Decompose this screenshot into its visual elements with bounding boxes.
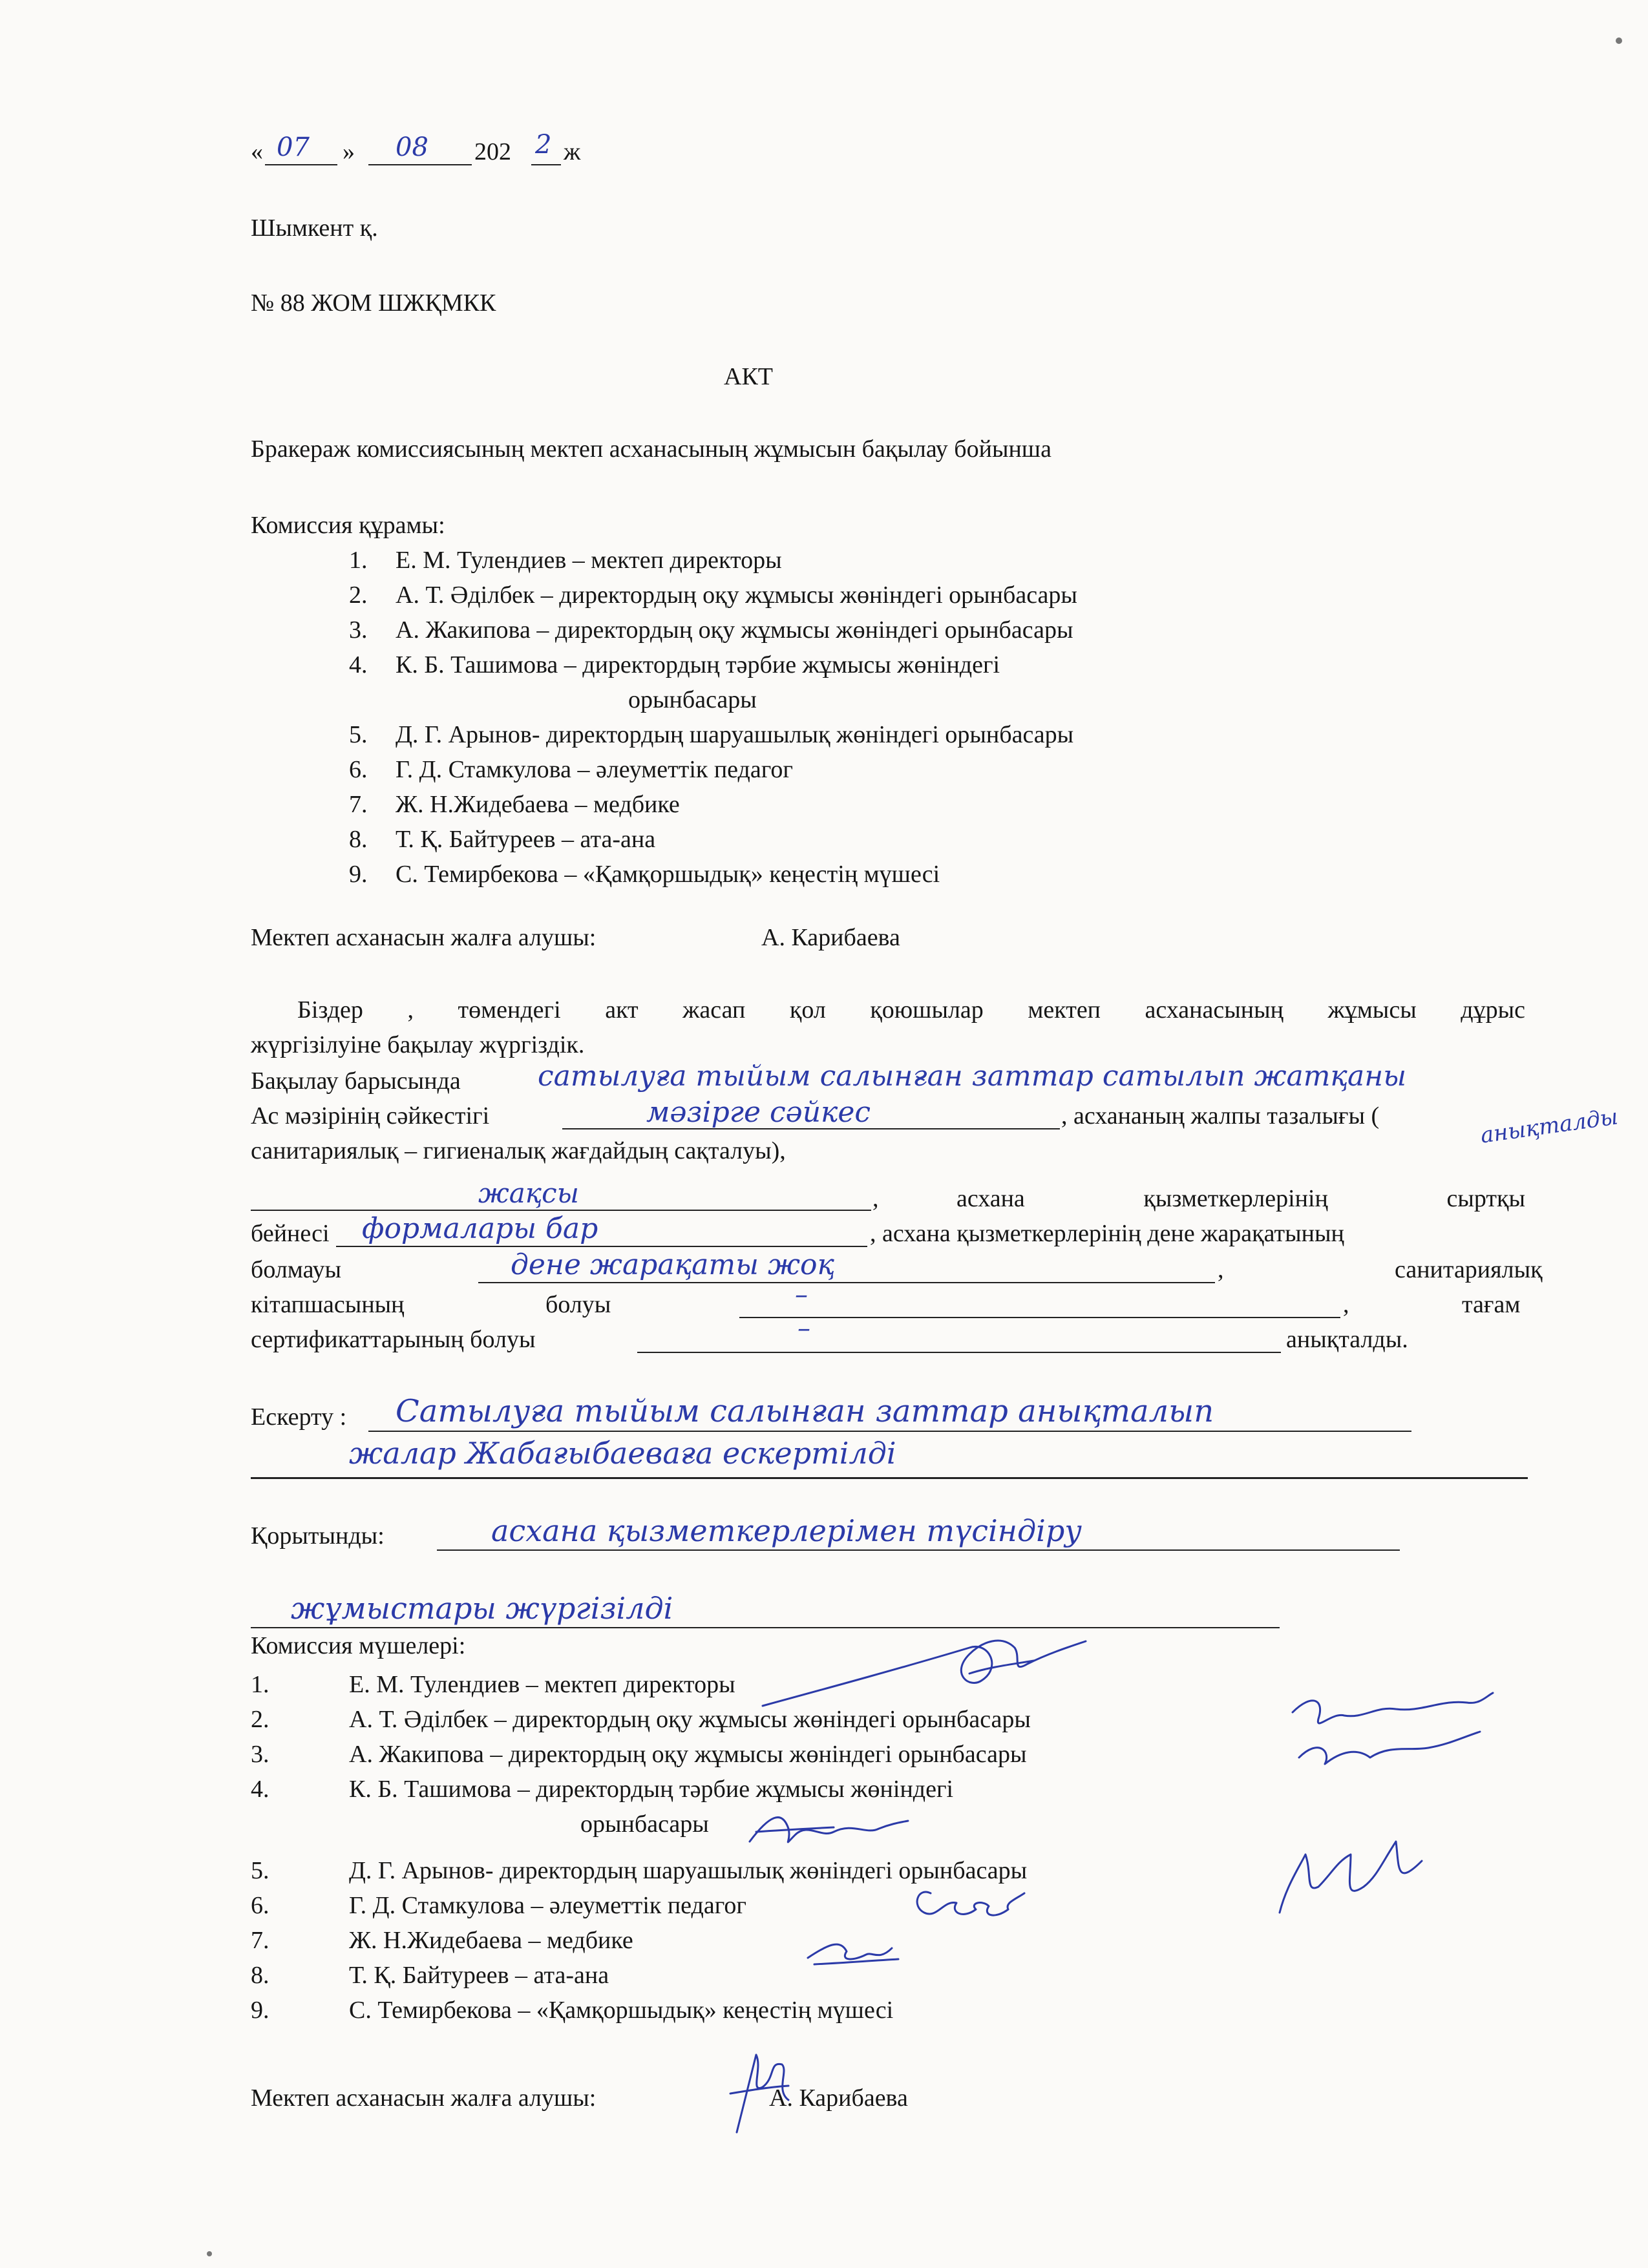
food-label: тағам [1462, 1291, 1521, 1318]
date-month-underline [368, 164, 472, 165]
commission-member: А. Жакипова – директордың оқу жұмысы жөніндегі орынбасары [396, 616, 1073, 644]
member-name: Е. М. Тулендиев – мектеп директоры [349, 1671, 735, 1698]
member-name: Д. Г. Арынов- директордың шаруашылық жөніндегі орынбасары [349, 1857, 1028, 1884]
conclusion-label: Қорытынды: [251, 1522, 385, 1549]
comma: , [872, 1185, 879, 1212]
commission-num: 8. [349, 826, 368, 853]
members-heading: Комиссия мүшелері: [251, 1632, 466, 1659]
scan-speck [1616, 37, 1622, 44]
commission-member: Е. М. Тулендиев – мектеп директоры [396, 547, 782, 574]
member-num: 3. [251, 1741, 269, 1768]
member-name: К. Б. Ташимова – директордың тәрбие жұмысы жөніндегі [349, 1776, 954, 1803]
appearance-underline [336, 1246, 867, 1247]
member-name: А. Жакипова – директордың оқу жұмысы жөніндегі орынбасары [349, 1741, 1027, 1768]
staff-appearance-label: асхана қызметкерлерінің сыртқы [956, 1185, 1525, 1212]
remark-underline-1 [368, 1431, 1411, 1432]
date-day-underline [265, 164, 337, 165]
sanitary-book-label: санитариялық [1395, 1256, 1543, 1283]
signature-social-pedagogue [905, 1874, 1034, 1932]
remark-label: Ескерту : [251, 1403, 347, 1431]
cleanliness-underline [251, 1210, 871, 1211]
member-name-cont: орынбасары [580, 1811, 709, 1838]
commission-num: 2. [349, 582, 368, 609]
date-open-quote: « [251, 138, 263, 165]
commission-member-cont: орынбасары [628, 686, 757, 713]
member-num: 1. [251, 1671, 269, 1698]
remark-underline-2 [251, 1477, 1528, 1479]
date-mid-quote: » [343, 138, 355, 165]
injury-label: , асхана қызметкерлерінің дене жарақатының [870, 1220, 1344, 1247]
body-paragraph-line-2: жүргізілуіне бақылау жүргіздік. [251, 1031, 585, 1058]
school-name: № 88 ЖОМ ШЖҚМКК [251, 289, 496, 317]
member-name: Ж. Н.Жидебаева – медбике [349, 1927, 633, 1954]
certificates-label: сертификаттарының болуы [251, 1326, 536, 1353]
remark-handwritten-line-1: Сатылуға тыйым салынған заттар анықталып [396, 1393, 1214, 1429]
comma: , [1218, 1256, 1224, 1283]
commission-num: 9. [349, 861, 368, 888]
signature-nurse [801, 1932, 905, 1971]
control-handwritten: сатылуға тыйым салынған заттар сатылып жатқаны [538, 1060, 1407, 1093]
cleanliness-handwritten: жақсы [478, 1177, 579, 1209]
comma: , [1343, 1291, 1349, 1318]
conclusion-underline-1 [437, 1549, 1400, 1551]
commission-heading: Комиссия құрамы: [251, 512, 445, 539]
cleanliness-margin-note: анықталды [1479, 1104, 1620, 1149]
conclusion-handwritten-line-2: жұмыстары жүргізілді [291, 1591, 673, 1626]
certificates-handwritten: – [798, 1314, 810, 1343]
conclusion-handwritten-line-1: асхана қызметкерлерімен түсіндіру [491, 1513, 1082, 1548]
date-year-underline [531, 164, 561, 165]
sanitary-book-underline [739, 1317, 1340, 1318]
certificates-end: анықталды. [1286, 1326, 1408, 1353]
signature-deputy-4 [743, 1803, 911, 1861]
document-title: АКТ [724, 363, 773, 390]
injury-underline [478, 1282, 1215, 1283]
commission-member: Д. Г. Арынов- директордың шаруашылық жөніндегі орынбасары [396, 721, 1074, 748]
date-year-prefix: 202 [474, 138, 511, 165]
member-name: С. Темирбекова – «Қамқоршыдық» кеңестің мүшесі [349, 1997, 894, 2024]
commission-member: А. Т. Әділбек – директордың оқу жұмысы жөніндегі орынбасары [396, 582, 1077, 609]
tenant-label: Мектеп асханасын жалға алушы: [251, 924, 597, 951]
commission-num: 6. [349, 756, 368, 783]
absence-label: болмауы [251, 1256, 342, 1283]
cleanliness-label: , асхананың жалпы тазалығы ( [1061, 1102, 1380, 1129]
date-month: 08 [396, 132, 428, 162]
control-label: Бақылау барысында [251, 1067, 461, 1095]
member-num: 4. [251, 1776, 269, 1803]
remark-handwritten-line-2: жалар Жабағыбаеваға ескертілді [349, 1436, 896, 1471]
commission-member: Ж. Н.Жидебаева – медбике [396, 791, 680, 818]
commission-num: 7. [349, 791, 368, 818]
commission-num: 1. [349, 547, 368, 574]
member-name: Г. Д. Стамкулова – әлеуметтік педагог [349, 1892, 746, 1919]
signature-tenant [717, 2042, 795, 2139]
member-num: 9. [251, 1997, 269, 2024]
commission-num: 5. [349, 721, 368, 748]
appearance-label: бейнесі [251, 1220, 330, 1247]
member-name: Т. Қ. Байтуреев – ата-ана [349, 1962, 609, 1989]
scan-speck [207, 2251, 212, 2256]
tenant-signature-label: Мектеп асханасын жалға алушы: [251, 2084, 597, 2112]
injury-handwritten: дене жарақаты жоқ [511, 1248, 835, 1281]
member-name: А. Т. Әділбек – директордың оқу жұмысы жөніндегі орынбасары [349, 1706, 1031, 1733]
sanitary-label: санитариялық – гигиеналық жағдайдың сақталуы), [251, 1137, 786, 1164]
commission-member: К. Б. Ташимова – директордың тәрбие жұмысы жөніндегі [396, 651, 1000, 678]
member-num: 5. [251, 1857, 269, 1884]
tenant-name: А. Карибаева [761, 924, 900, 951]
commission-num: 4. [349, 651, 368, 678]
commission-member: С. Темирбекова – «Қамқоршыдық» кеңестің мүшесі [396, 861, 940, 888]
signature-deputy-2 [1280, 1686, 1499, 1783]
certificates-underline [637, 1352, 1281, 1353]
menu-label: Ас мәзірінің сәйкестігі [251, 1102, 490, 1129]
member-num: 7. [251, 1927, 269, 1954]
date-suffix: ж [564, 138, 581, 165]
city: Шымкент қ. [251, 215, 378, 242]
appearance-handwritten: формалары бар [362, 1212, 598, 1245]
date-year-digit: 2 [535, 130, 552, 160]
sanitary-book-handwritten: – [795, 1280, 808, 1310]
member-num: 6. [251, 1892, 269, 1919]
body-paragraph-line-1: Біздер , төмендегі акт жасап қол қоюшылар мектеп асханасының жұмысы дұрыс [297, 996, 1525, 1024]
book-label-2: болуы [545, 1291, 611, 1318]
member-num: 2. [251, 1706, 269, 1733]
commission-member: Т. Қ. Байтуреев – ата-ана [396, 826, 656, 853]
commission-num: 3. [349, 616, 368, 644]
commission-member: Г. Д. Стамкулова – әлеуметтік педагог [396, 756, 793, 783]
menu-handwritten: мәзірге сәйкес [646, 1096, 871, 1129]
tenant-signature-name: А. Карибаева [769, 2084, 908, 2112]
signature-deputy-5 [1267, 1816, 1435, 1926]
member-num: 8. [251, 1962, 269, 1989]
signature-director [756, 1628, 1092, 1719]
date-day: 07 [277, 132, 310, 162]
document-subtitle: Бракераж комиссиясының мектеп асханасының жұмысын бақылау бойынша [251, 436, 1051, 463]
book-label-1: кітапшасының [251, 1291, 405, 1318]
